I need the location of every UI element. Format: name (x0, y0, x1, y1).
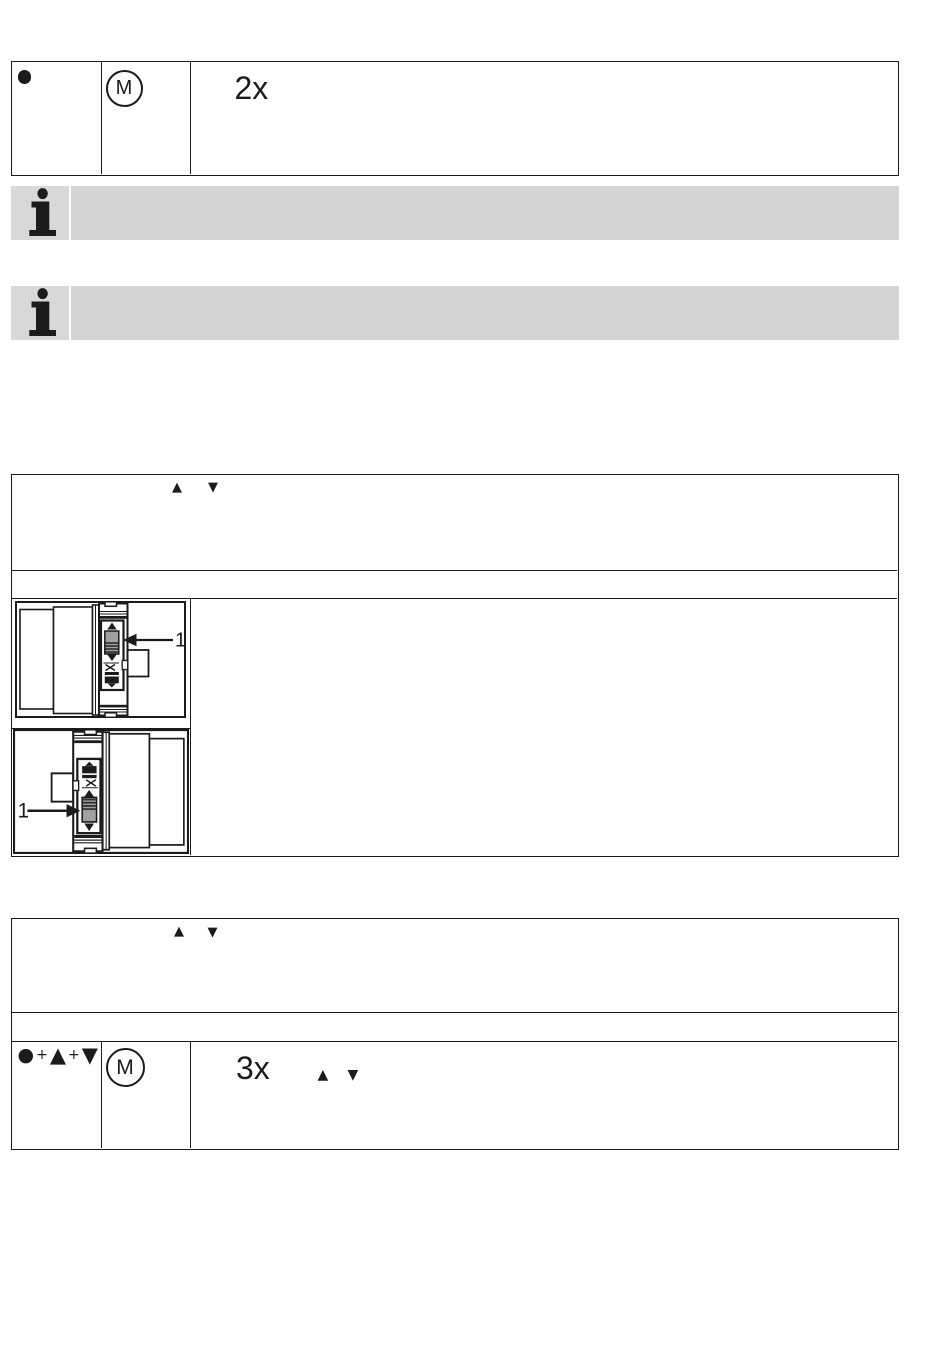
up-arrow-icon: ▲ (174, 924, 184, 939)
info-note-bar (11, 286, 899, 341)
device-figure-1 (15, 601, 186, 718)
procedure-table-2 (11, 918, 899, 1150)
plus-icon: + (67, 1047, 80, 1063)
down-arrow-icon: ▼ (81, 1042, 98, 1067)
down-arrow-icon: ▼ (207, 924, 218, 940)
callout-label: 1 (17, 798, 30, 823)
procedure-table-1 (11, 474, 899, 857)
spacer-row (12, 1013, 897, 1039)
callout-label: 1 (175, 629, 186, 652)
device-figure-2 (13, 729, 189, 854)
key-table-motor-cell (102, 62, 269, 174)
step-description-cell (191, 1042, 898, 1149)
motor-circle-icon (106, 1048, 145, 1087)
motor-cell (102, 1042, 270, 1149)
key-combo-cell (12, 1042, 101, 1149)
round-button-icon (18, 70, 32, 84)
plus-icon: + (36, 1047, 48, 1063)
divider (69, 286, 72, 341)
key-table-description-cell (191, 62, 898, 174)
down-arrow-icon: ▼ (347, 1067, 359, 1083)
motor-letter: M (116, 1055, 134, 1079)
info-icon-cell (11, 286, 69, 341)
header-cell (12, 475, 897, 570)
info-icon (18, 287, 68, 339)
info-icon (18, 187, 68, 239)
spacer-row (12, 571, 897, 598)
round-button-icon: ● (17, 1043, 35, 1066)
figure-description-cell (191, 599, 898, 856)
down-arrow-icon: ▼ (208, 480, 218, 495)
up-arrow-icon: ▲ (49, 1042, 66, 1067)
key-table-button-cell (12, 62, 101, 174)
key-combo (17, 1042, 98, 1067)
info-icon-cell (11, 186, 69, 241)
motor-count-label: 3x (236, 1050, 270, 1086)
key-table (11, 61, 899, 176)
header-cell (12, 919, 897, 1012)
up-arrow-icon: ▲ (172, 479, 182, 495)
motor-letter: M (115, 77, 133, 99)
up-arrow-icon: ▲ (317, 1066, 329, 1083)
info-note-bar (11, 186, 899, 241)
divider (69, 186, 72, 241)
motor-circle-icon (106, 70, 143, 107)
motor-count-label: 2x (234, 69, 269, 106)
